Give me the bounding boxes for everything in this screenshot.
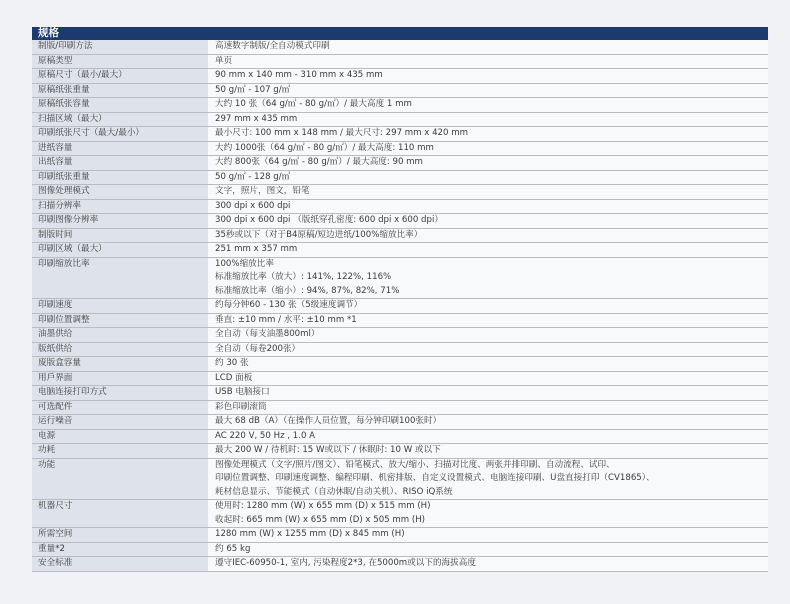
- spec-value: [208, 141, 768, 156]
- spec-row: [32, 54, 768, 69]
- spec-value-line: 大约 10 张（64 g/㎡ - 80 g/㎡）/ 最大高度 1 mm: [215, 99, 412, 109]
- spec-value: [208, 528, 768, 543]
- spec-label: 出纸容量: [32, 156, 208, 171]
- spec-row: [32, 156, 768, 171]
- spec-sheet: [32, 27, 768, 572]
- spec-value: [208, 386, 768, 401]
- spec-row: [32, 328, 768, 343]
- spec-label: 电源: [32, 429, 208, 444]
- spec-value-line: 300 dpi x 600 dpi: [215, 200, 291, 211]
- spec-row: [32, 371, 768, 386]
- spec-label: 扫描区域（最大）: [32, 112, 208, 127]
- spec-label: 印刷纸张尺寸（最大/最小）: [32, 127, 208, 142]
- spec-value-line: USB 电脑接口: [215, 387, 270, 397]
- spec-value-line: 35秒或以下（对于B4原稿/短边进纸/100%缩放比率）: [215, 229, 423, 240]
- spec-label: 废版盒容量: [32, 357, 208, 372]
- spec-value-line: AC 220 V, 50 Hz , 1.0 A: [215, 430, 316, 441]
- spec-row: [32, 243, 768, 258]
- spec-row: [32, 127, 768, 142]
- spec-value-line: 最大 68 dB（A）（在操作人员位置，每分钟印刷100张时）: [215, 416, 442, 426]
- spec-label: 功耗: [32, 444, 208, 459]
- spec-row: [32, 257, 768, 299]
- spec-label: 扫描分辨率: [32, 199, 208, 214]
- section-title: 规格: [32, 27, 768, 40]
- spec-label: 图像处理模式: [32, 185, 208, 200]
- spec-value: [208, 199, 768, 214]
- spec-value: [208, 542, 768, 557]
- spec-value-line: 1280 mm (W) x 1255 mm (D) x 845 mm (H): [215, 529, 405, 539]
- spec-label: 原稿纸张重量: [32, 83, 208, 98]
- spec-value-line: 大约 800张（64 g/㎡ - 80 g/㎡）/ 最大高度: 90 mm: [215, 157, 423, 167]
- spec-row: [32, 400, 768, 415]
- spec-row: [32, 185, 768, 200]
- spec-row: [32, 214, 768, 229]
- spec-value-line: 约 65 kg: [215, 543, 251, 554]
- spec-value-line: 最大 200 W / 待机时: 15 W或以下 / 休眠时: 10 W 或以下: [215, 445, 441, 455]
- spec-label: 所需空间: [32, 528, 208, 543]
- spec-value-line: 耗材信息显示、节能模式（自动休眠/自动关机）、RISO iQ系统: [215, 486, 453, 497]
- spec-value-line: 300 dpi x 600 dpi （版纸穿孔密度: 600 dpi x 600 dpi）: [215, 215, 443, 225]
- spec-value-line: 使用时: 1280 mm (W) x 655 mm (D) x 515 mm (H): [215, 501, 431, 511]
- spec-value-line: 大约 1000张（64 g/㎡ - 80 g/㎡）/ 最大高度: 110 mm: [215, 142, 434, 153]
- spec-value: [208, 299, 768, 314]
- spec-value-line: 100%缩放比率: [215, 258, 274, 269]
- spec-value: [208, 214, 768, 229]
- spec-value-line: 251 mm x 357 mm: [215, 244, 298, 254]
- spec-label: 电脑连接打印方式: [32, 386, 208, 401]
- spec-label: 印刷速度: [32, 299, 208, 314]
- spec-value-line: 标准缩放比率（缩小）: 94%, 87%, 82%, 71%: [215, 285, 400, 296]
- spec-value: [208, 156, 768, 171]
- spec-label: 版纸供给: [32, 342, 208, 357]
- spec-row: [32, 458, 768, 500]
- spec-value-line: 全自动（每支油墨800ml）: [215, 329, 320, 339]
- spec-row: [32, 199, 768, 214]
- spec-value: [208, 112, 768, 127]
- spec-row: [32, 429, 768, 444]
- spec-value-line: 90 mm x 140 mm - 310 mm x 435 mm: [215, 70, 383, 80]
- spec-row: [32, 170, 768, 185]
- spec-value: [208, 500, 768, 528]
- spec-label: 制版/印刷方法: [32, 40, 208, 54]
- spec-row: [32, 528, 768, 543]
- spec-value-line: 297 mm x 435 mm: [215, 113, 298, 124]
- spec-label: 可选配件: [32, 400, 208, 415]
- spec-row: [32, 299, 768, 314]
- spec-row: [32, 83, 768, 98]
- spec-row: [32, 69, 768, 84]
- spec-row: [32, 112, 768, 127]
- spec-row: [32, 313, 768, 328]
- spec-value: [208, 228, 768, 243]
- spec-value-line: 遵守IEC-60950-1, 室内, 污染程度2*3, 在5000m或以下的海拔高度: [215, 558, 476, 568]
- spec-value-line: 高速数字制版/全自动模式印刷: [215, 41, 330, 51]
- spec-value-line: 收起时: 665 mm (W) x 655 mm (D) x 505 mm (H): [215, 514, 426, 525]
- spec-value: [208, 371, 768, 386]
- spec-label: 原稿尺寸（最小/最大）: [32, 69, 208, 84]
- spec-value: [208, 40, 768, 54]
- spec-label: 重量*2: [32, 542, 208, 557]
- spec-value: [208, 257, 768, 299]
- spec-value: [208, 429, 768, 444]
- spec-label: 功能: [32, 458, 208, 500]
- spec-row: [32, 500, 768, 528]
- spec-value: [208, 243, 768, 258]
- spec-value-line: 文字，照片，图文，铅笔: [215, 186, 310, 196]
- spec-label: 机器尺寸: [32, 500, 208, 528]
- spec-value-line: 图像处理模式（文字/照片/图文）、铅笔模式、放大/缩小、扫描对比度、两张并排印刷、自动流程、试印、: [215, 459, 615, 470]
- spec-value-line: 单页: [215, 55, 233, 66]
- spec-label: 安全标准: [32, 557, 208, 572]
- spec-row: [32, 542, 768, 557]
- spec-row: [32, 557, 768, 572]
- spec-value: [208, 170, 768, 185]
- spec-value: [208, 400, 768, 415]
- spec-value: [208, 444, 768, 459]
- spec-label: 进纸容量: [32, 141, 208, 156]
- spec-label: 运行噪音: [32, 415, 208, 430]
- spec-label: 印刷位置调整: [32, 313, 208, 328]
- spec-value-line: 最小尺寸: 100 mm x 148 mm / 最大尺寸: 297 mm x 420 mm: [215, 128, 468, 138]
- spec-value: [208, 54, 768, 69]
- spec-row: [32, 386, 768, 401]
- spec-value: [208, 357, 768, 372]
- spec-label: 原稿纸张容量: [32, 98, 208, 113]
- spec-value: [208, 98, 768, 113]
- spec-value: [208, 415, 768, 430]
- spec-row: [32, 415, 768, 430]
- spec-label: 用戶界面: [32, 371, 208, 386]
- spec-row: [32, 141, 768, 156]
- spec-value-line: LCD 面板: [215, 372, 253, 383]
- spec-row: [32, 98, 768, 113]
- spec-value: [208, 127, 768, 142]
- spec-table: [32, 40, 768, 572]
- spec-label: 印刷缩放比率: [32, 257, 208, 299]
- spec-row: [32, 342, 768, 357]
- spec-value: [208, 313, 768, 328]
- spec-row: [32, 40, 768, 54]
- spec-value-line: 全自动（每卷200张）: [215, 343, 301, 354]
- spec-value: [208, 328, 768, 343]
- spec-value-line: 50 g/㎡ - 107 g/㎡: [215, 84, 291, 95]
- spec-row: [32, 444, 768, 459]
- spec-row: [32, 228, 768, 243]
- spec-value: [208, 185, 768, 200]
- spec-value-line: 50 g/㎡ - 128 g/㎡: [215, 171, 291, 182]
- spec-row: [32, 357, 768, 372]
- spec-label: 制版时间: [32, 228, 208, 243]
- spec-label: 印刷区域（最大）: [32, 243, 208, 258]
- spec-label: 印刷图像分辨率: [32, 214, 208, 229]
- spec-value-line: 约 30 张: [215, 358, 249, 368]
- spec-label: 油墨供给: [32, 328, 208, 343]
- spec-value-line: 约每分钟60 - 130 张（5级速度调节）: [215, 300, 363, 310]
- spec-value: [208, 69, 768, 84]
- spec-value-line: 垂直: ±10 mm / 水平: ±10 mm *1: [215, 314, 357, 325]
- spec-value: [208, 557, 768, 572]
- spec-value-line: 彩色印刷滚筒: [215, 401, 267, 412]
- spec-label: 原稿类型: [32, 54, 208, 69]
- spec-value-line: 标准缩放比率（放大）: 141%, 122%, 116%: [215, 272, 392, 282]
- spec-value-line: 印刷位置调整、印刷速度调整、编程印刷、机密排版、自定义设置模式、电脑连接印刷、U盘直接打印（CV1865）、: [215, 473, 655, 483]
- spec-value: [208, 342, 768, 357]
- spec-value: [208, 458, 768, 500]
- spec-label: 印刷纸张重量: [32, 170, 208, 185]
- spec-value: [208, 83, 768, 98]
